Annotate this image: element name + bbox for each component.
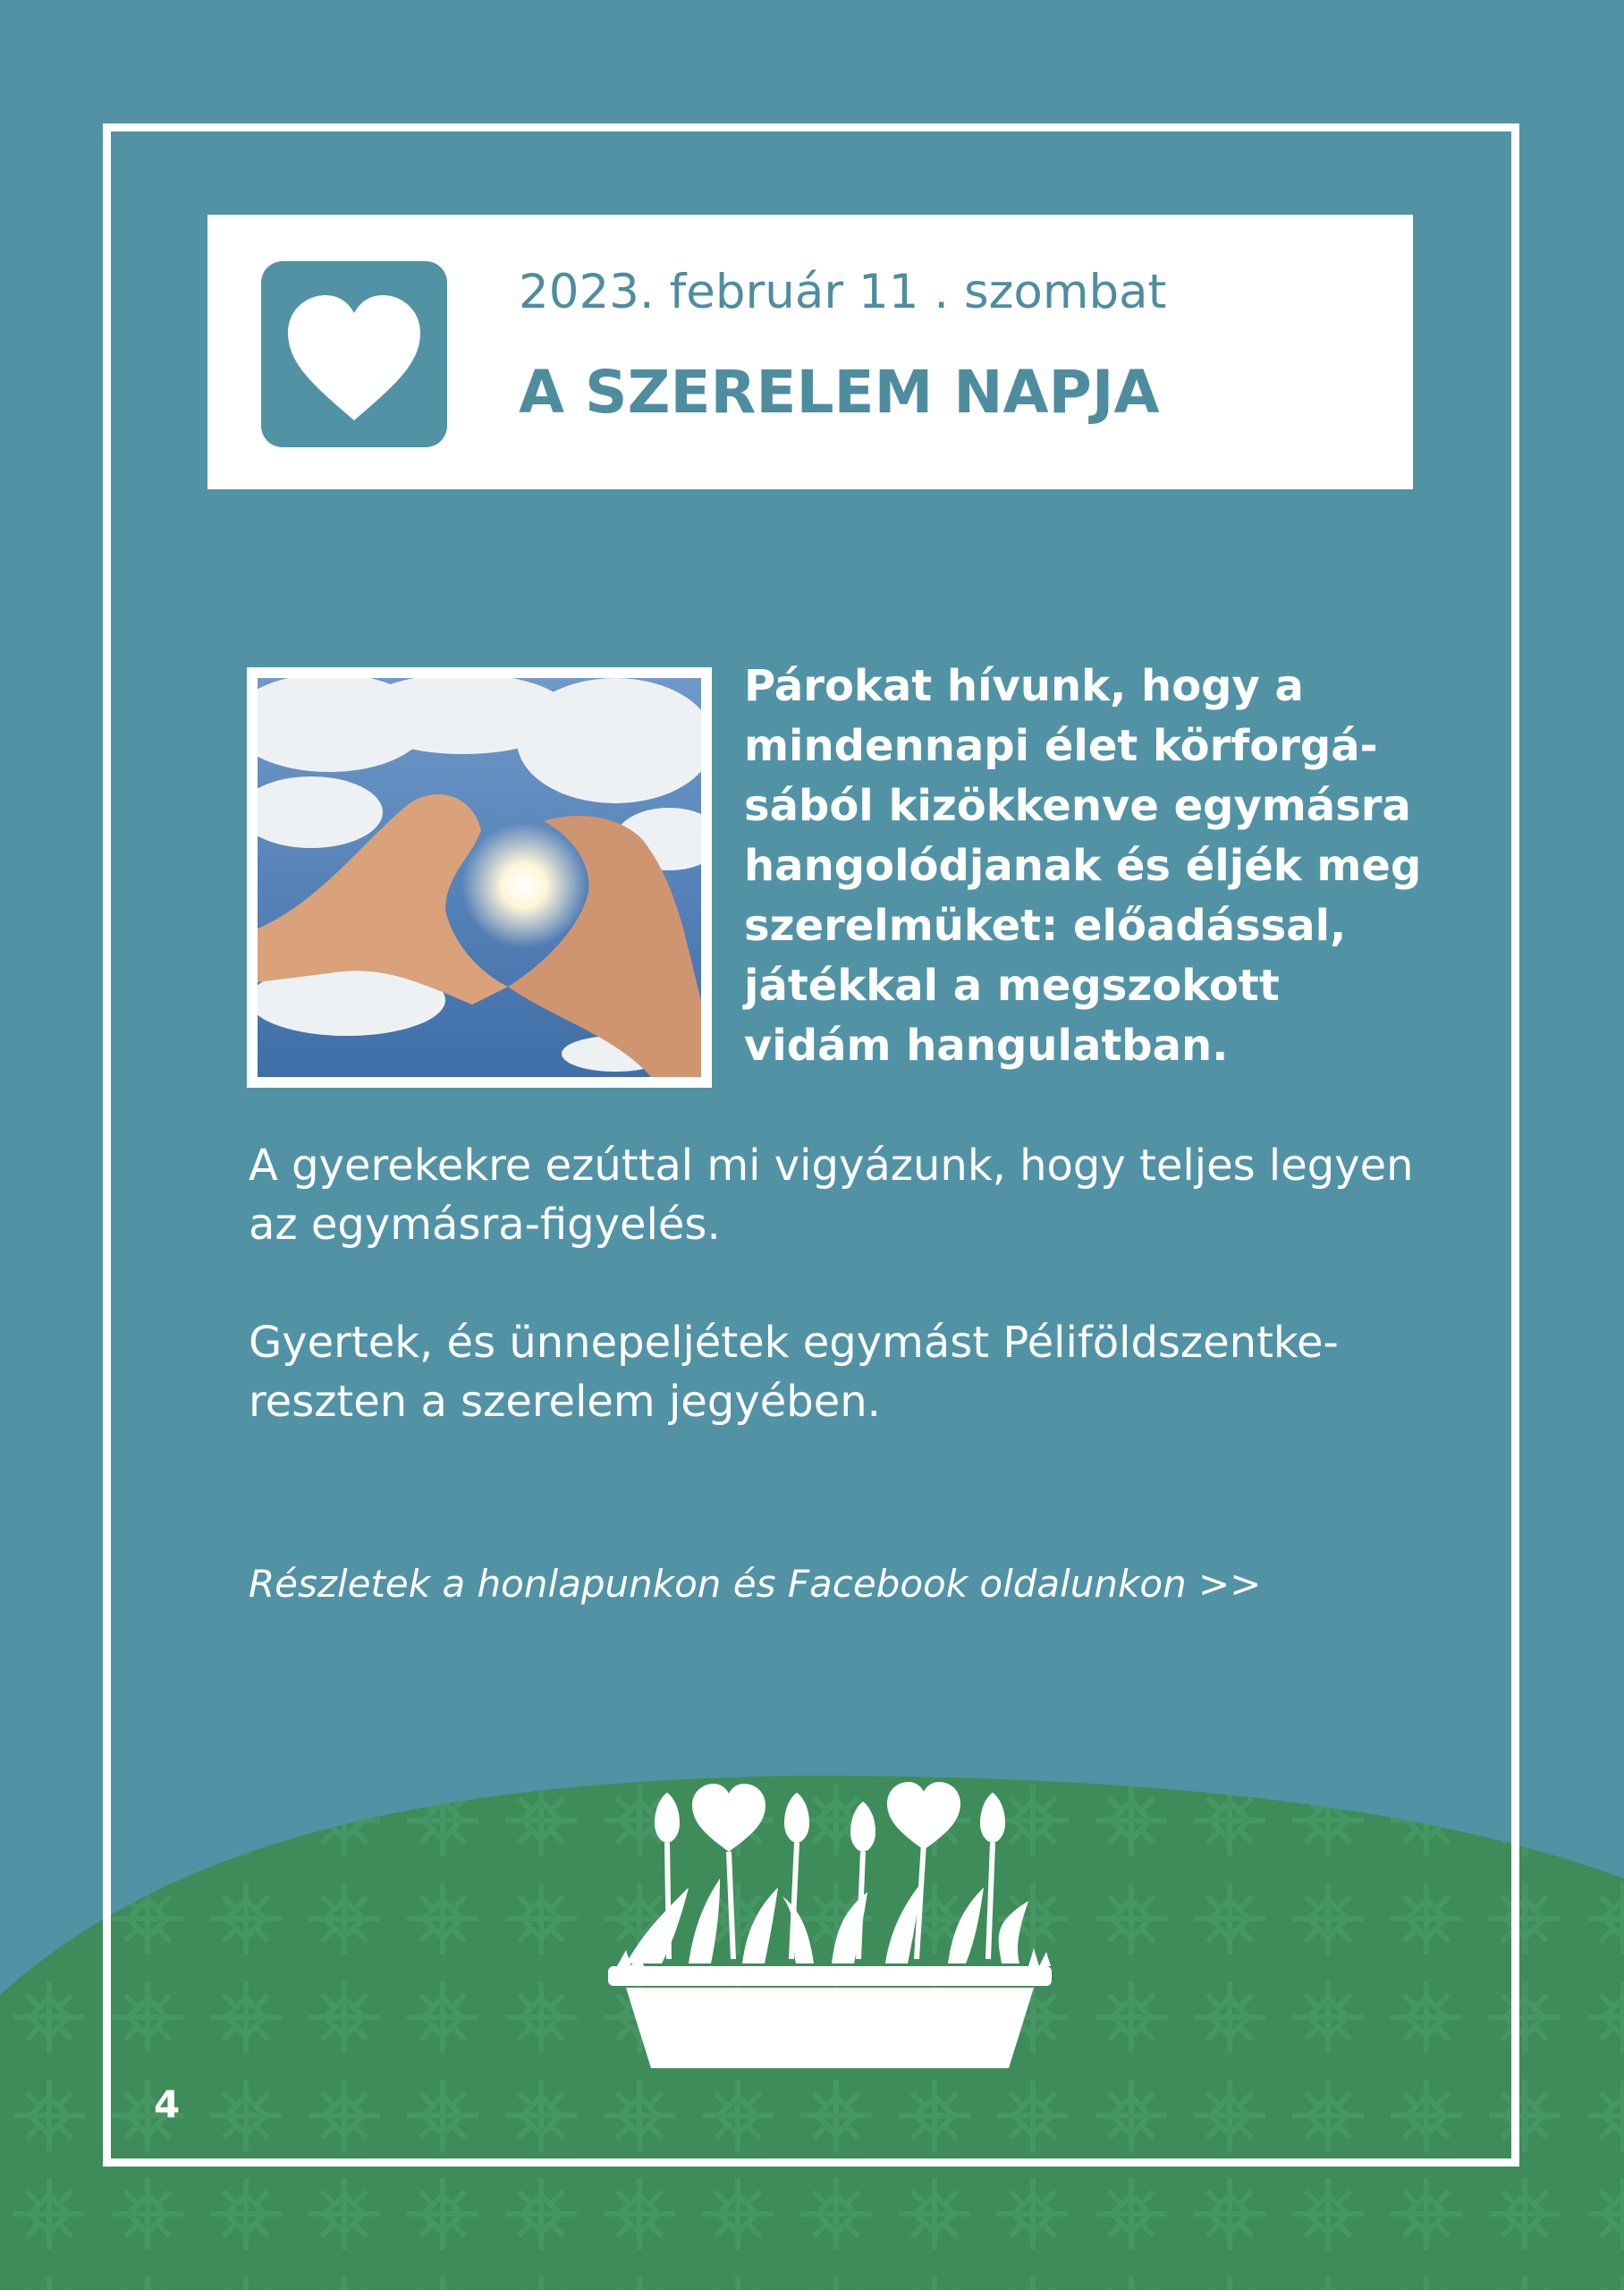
tulip-planter-icon (608, 1753, 1055, 2075)
page-number: 4 (154, 2082, 181, 2126)
event-date: 2023. február 11 . szombat (519, 265, 1167, 319)
heart-hands-photo (247, 667, 712, 1088)
details-link[interactable]: Részletek a honlapunkon és Facebook oldalunkon >> (249, 1562, 1262, 1606)
heart-icon (261, 261, 447, 447)
childcare-paragraph: A gyerekekre ezúttal mi vigyázunk, hogy teljes legyen az egymásra-figyelés. (249, 1141, 1414, 1250)
celebration-paragraph: Gyertek, és ünnepeljétek egymást Péliföldszentke-reszten a szerelem jegyében. (249, 1318, 1339, 1427)
event-title: A SZERELEM NAPJA (519, 358, 1160, 427)
event-header-box (207, 215, 1413, 489)
invitation-lead-text: Párokat hívunk, hogy a mindennapi élet körforgá-sából kizökkenve egymásra hangolódjanak és éljék meg szerelmüket: előadással, játékkal a megszokott vidám hangulatban. (744, 661, 1422, 1071)
